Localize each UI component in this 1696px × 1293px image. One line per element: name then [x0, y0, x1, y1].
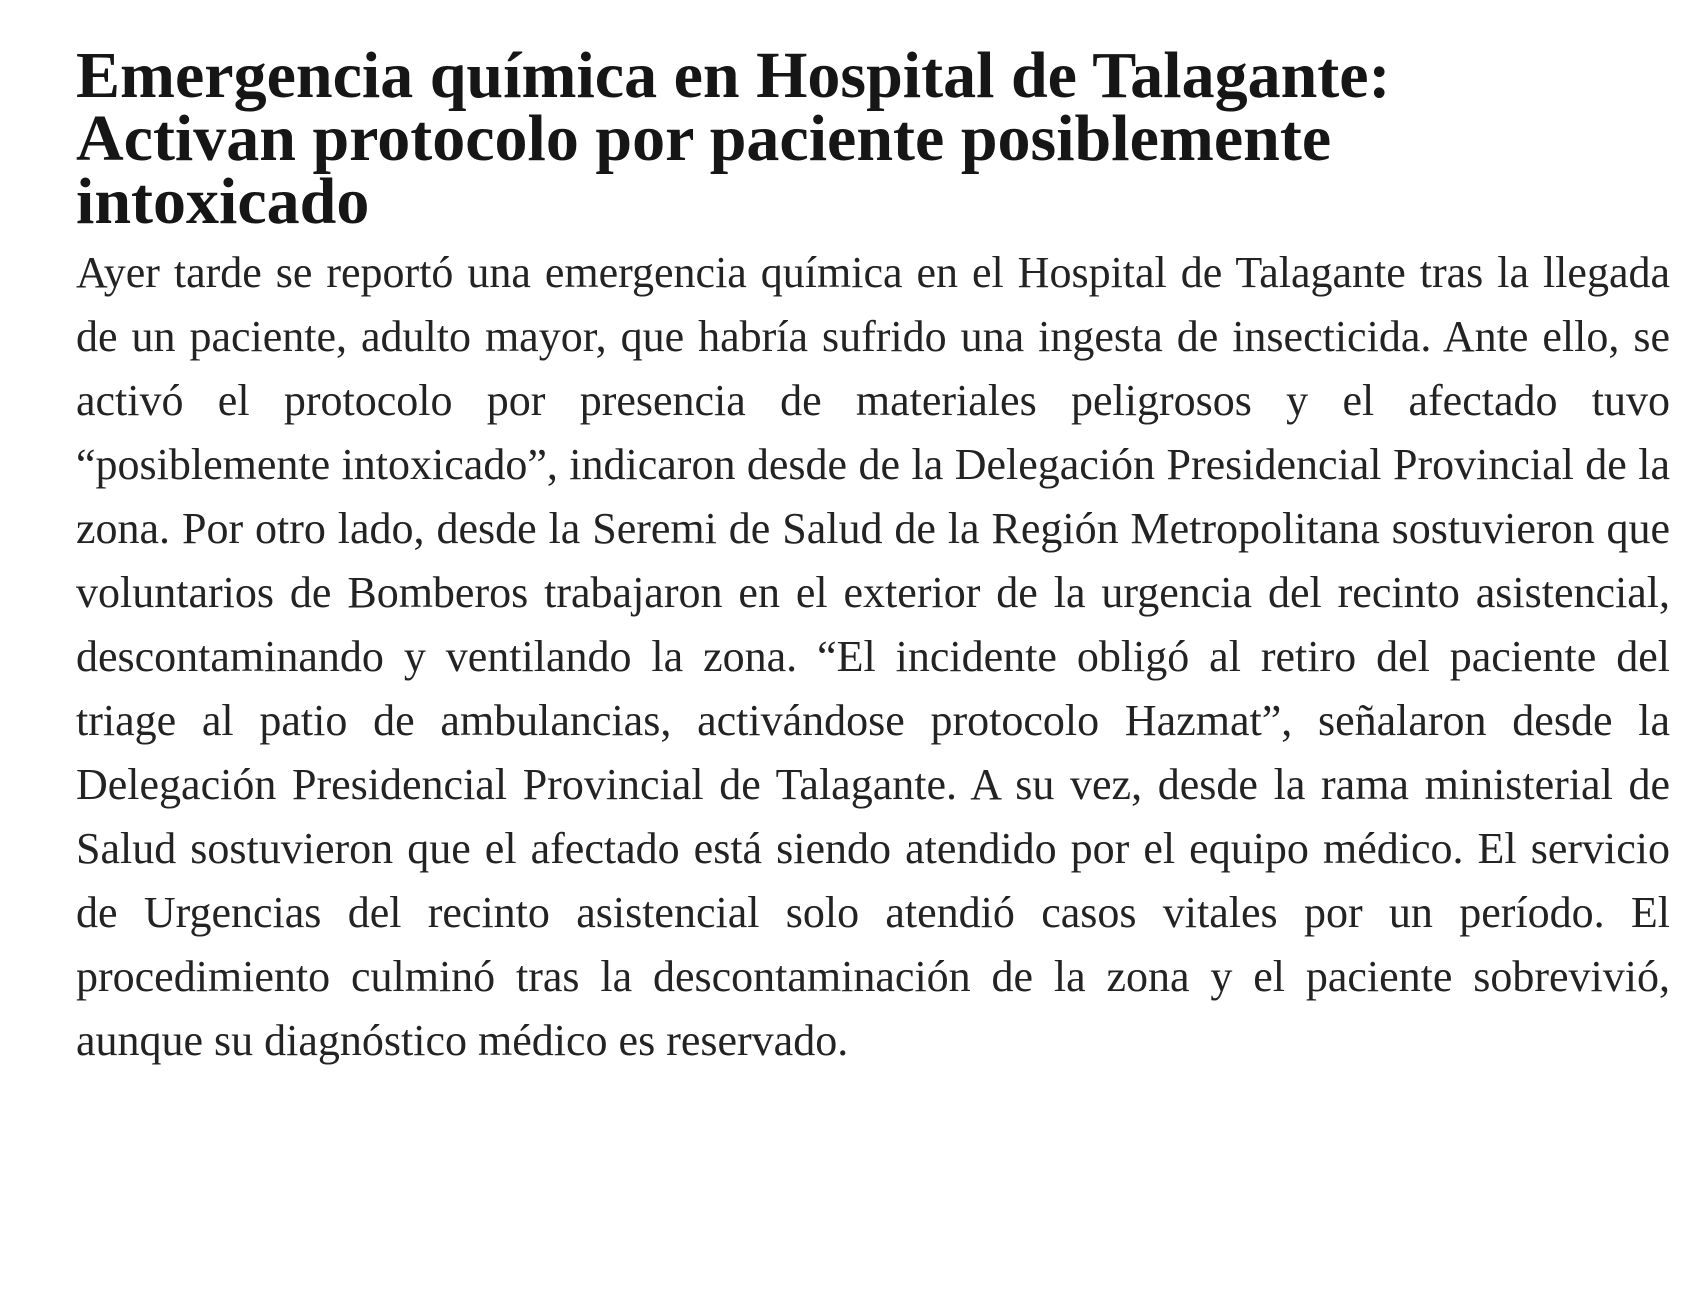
headline-line-1: Emergencia química en Hospital de Talagante: [76, 39, 1391, 112]
article-headline [76, 39, 1670, 238]
headline-line-2: Activan protocolo por paciente posiblemente [76, 102, 1332, 175]
article-body: Ayer tarde se reportó una emergencia química en el Hospital de Talagante tras la llegada de un paciente, adulto mayor, que habría sufrido una ingesta de insecticida. Ante ello, se activó el protocolo por presencia de materiales peligrosos y el afectado tuvo “posiblemente intoxicado”, indicaron desde de la Delegación Presidencial Provincial de la zona. Por otro lado, desde la Seremi de Salud de la Región Metropolitana sostuvieron que voluntarios de Bomberos trabajaron en el exterior de la urgencia del recinto asistencial, descontaminando y ventilando la zona. “El incidente obligó al retiro del paciente del triage al patio de ambulancias, activándose protocolo Hazmat”, señalaron desde la Delegación Presidencial Provincial de Talagante. A su vez, desde la rama ministerial de Salud sostuvieron que el afectado está siendo atendido por el equipo médico. El servicio de Urgencias del recinto asistencial solo atendió casos vitales por un período. El procedimiento culminó tras la descontaminación de la zona y el paciente sobrevivió, aunque su diagnóstico médico es reservado. [76, 248, 1670, 1065]
news-article [76, 39, 1670, 1073]
headline-line-3: intoxicado [76, 165, 370, 238]
